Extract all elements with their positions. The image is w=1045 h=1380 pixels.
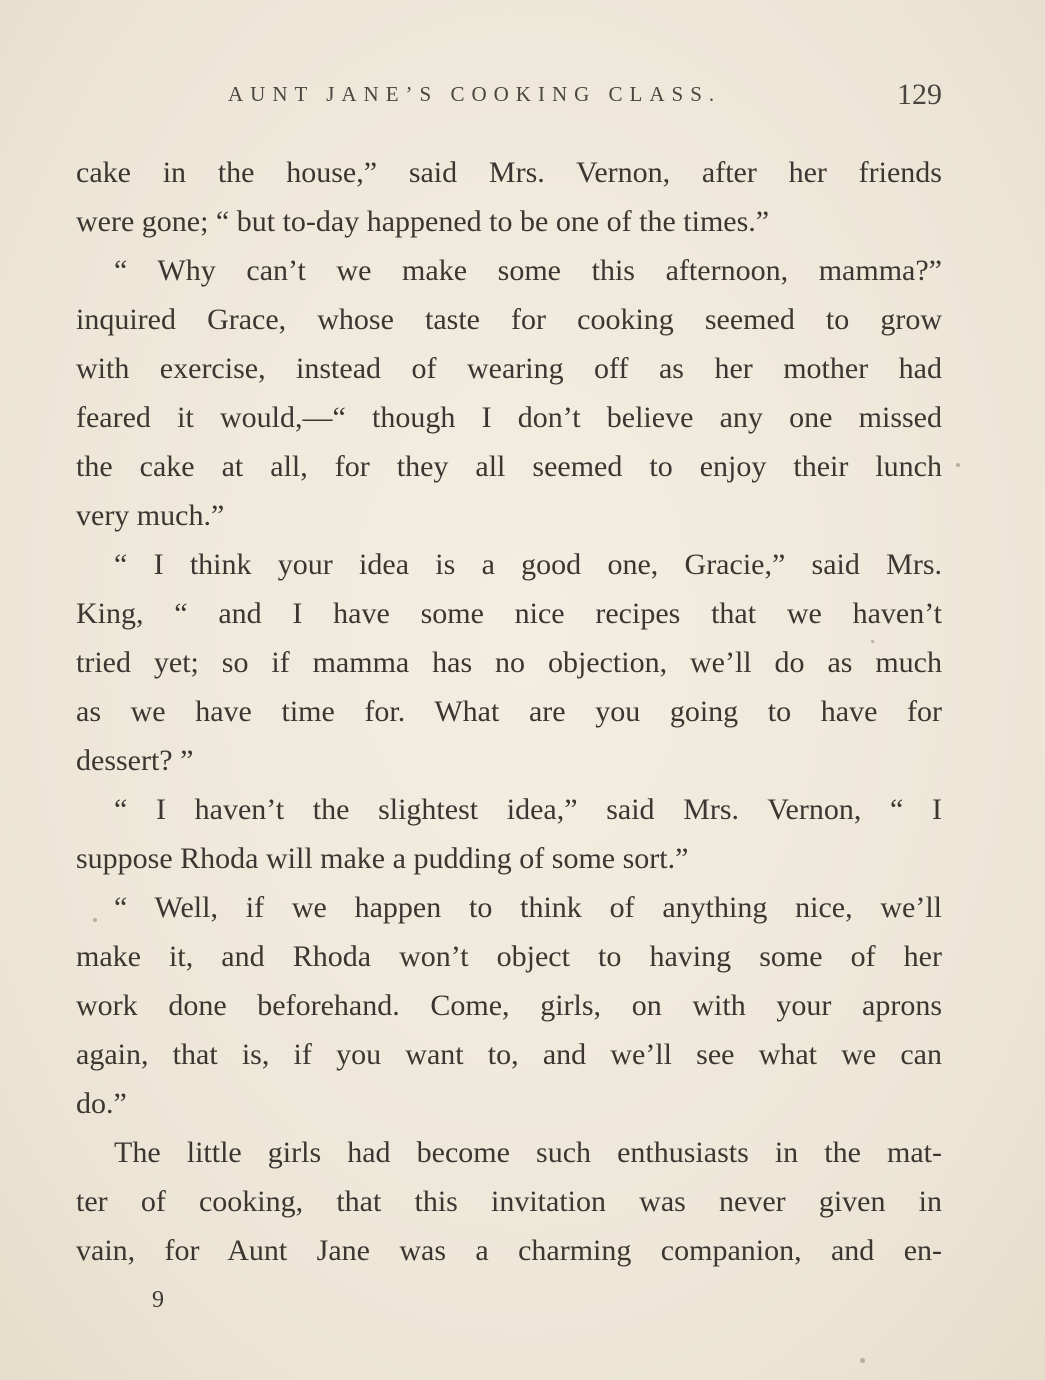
text-line: inquired Grace, whose taste for cooking seemed to grow xyxy=(76,303,942,336)
paper-speck xyxy=(956,463,960,467)
text-line: make it, and Rhoda won’t object to having some of her xyxy=(76,940,942,973)
text-line: were gone; “ but to-day happened to be one of the times.” xyxy=(76,205,770,238)
text-line: vain, for Aunt Jane was a charming companion, and en- xyxy=(76,1234,942,1267)
text-line: dessert? ” xyxy=(76,744,194,777)
text-line: work done beforehand. Come, girls, on with your aprons xyxy=(76,989,942,1022)
text-line: tried yet; so if mamma has no objection, we’ll do as much xyxy=(76,646,942,679)
paper-speck xyxy=(93,918,97,922)
text-line: again, that is, if you want to, and we’ll see what we can xyxy=(76,1038,942,1071)
text-line: with exercise, instead of wearing off as her mother had xyxy=(76,352,942,385)
signature-mark: 9 xyxy=(152,1287,164,1313)
text-line: “ Why can’t we make some this afternoon, mamma?” xyxy=(114,254,942,287)
text-line: ter of cooking, that this invitation was never given in xyxy=(76,1185,942,1218)
body-text xyxy=(76,148,942,1275)
running-head: AUNT JANE’S COOKING CLASS. xyxy=(228,82,722,106)
text-line: the cake at all, for they all seemed to enjoy their lunch xyxy=(76,450,942,483)
text-line: “ I haven’t the slightest idea,” said Mrs. Vernon, “ I xyxy=(114,793,942,826)
page-header xyxy=(76,78,942,118)
text-line: as we have time for. What are you going to have for xyxy=(76,695,942,728)
text-line: feared it would,—“ though I don’t believe any one missed xyxy=(76,401,942,434)
text-line: “ Well, if we happen to think of anything nice, we’ll xyxy=(114,891,942,924)
text-line: King, “ and I have some nice recipes that we haven’t xyxy=(76,597,942,630)
text-line: “ I think your idea is a good one, Gracie,” said Mrs. xyxy=(114,548,942,581)
text-line: very much.” xyxy=(76,499,225,532)
page-number: 129 xyxy=(897,78,942,111)
paper-speck xyxy=(871,640,874,643)
text-line: The little girls had become such enthusiasts in the mat- xyxy=(114,1136,942,1169)
paper-speck xyxy=(860,1358,865,1363)
text-line: suppose Rhoda will make a pudding of some sort.” xyxy=(76,842,689,875)
text-line: cake in the house,” said Mrs. Vernon, after her friends xyxy=(76,156,942,189)
text-line: do.” xyxy=(76,1087,127,1120)
